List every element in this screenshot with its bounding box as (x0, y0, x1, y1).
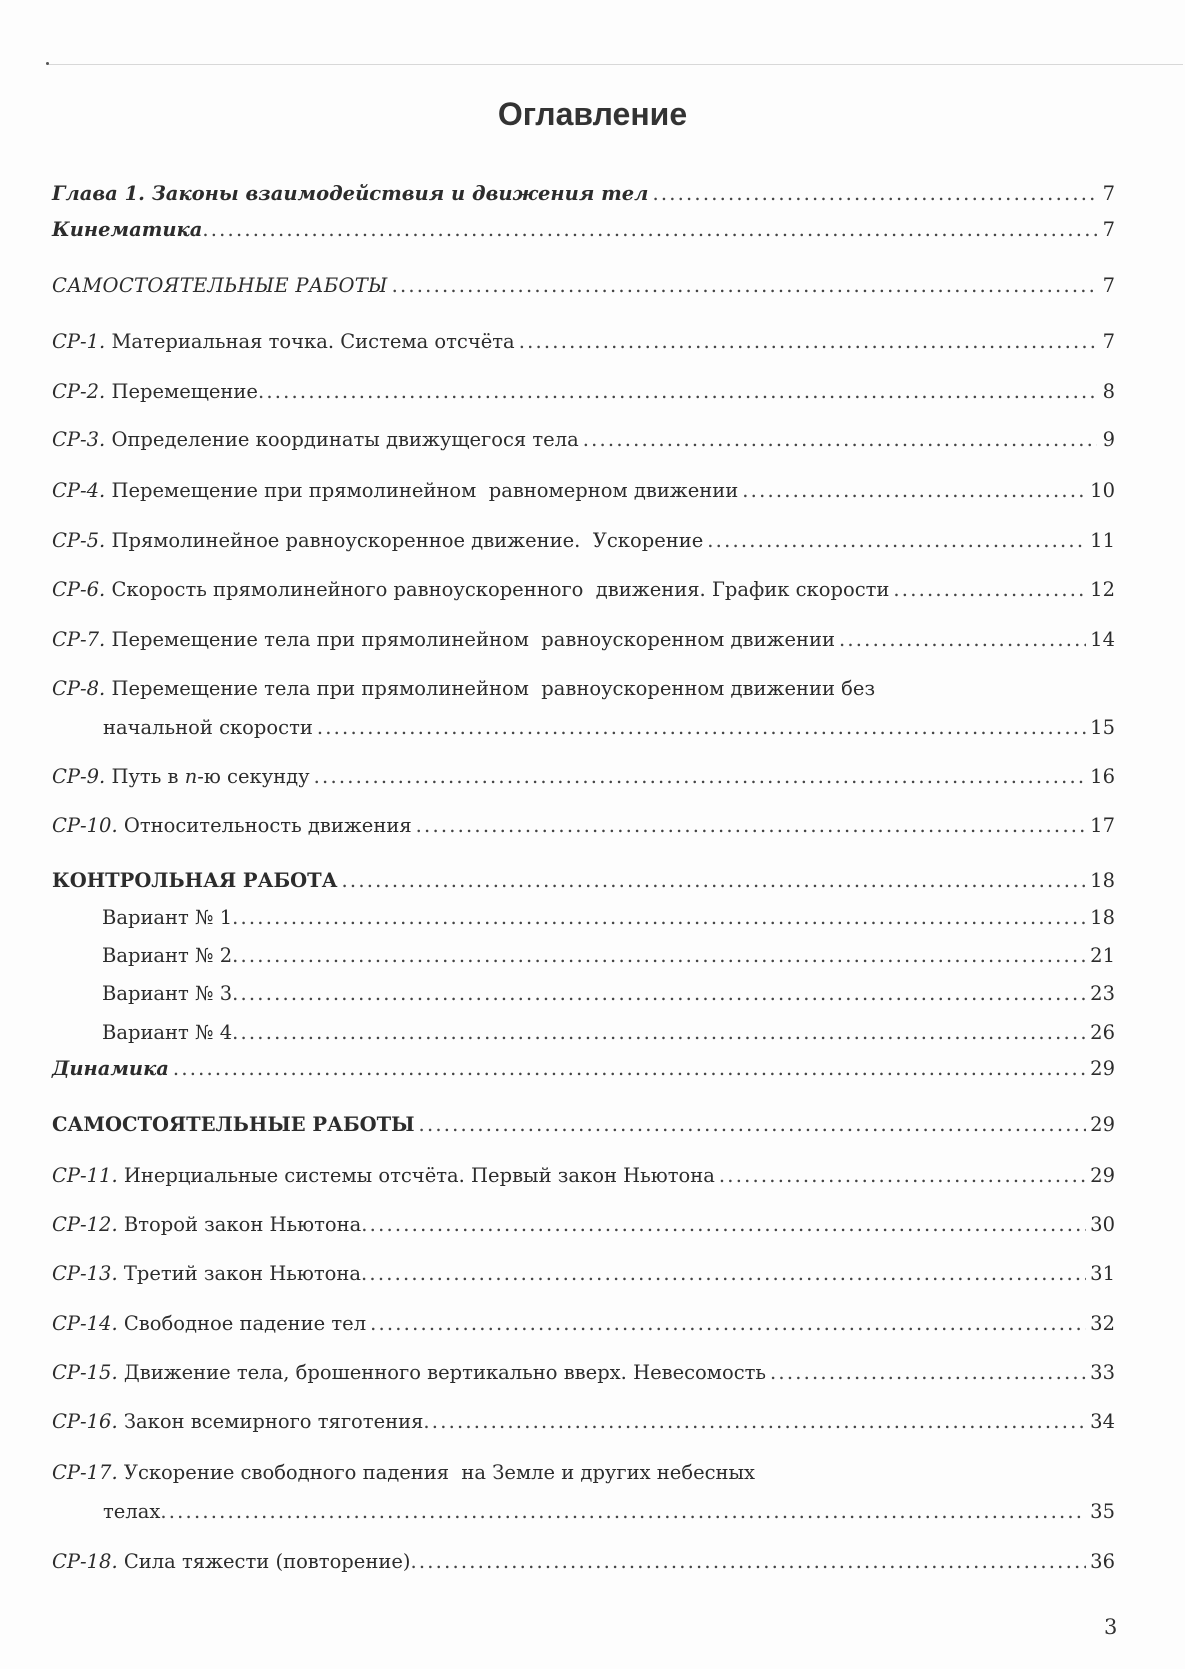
leader-dots (839, 626, 1086, 654)
toc-entry-sr15[interactable] (52, 1359, 1115, 1387)
toc-label: Вариант № 2 (102, 944, 233, 967)
leader-dots (583, 426, 1097, 454)
toc-page: 7 (1102, 182, 1115, 205)
leader-dots (202, 216, 1097, 244)
toc-label: Закон всемирного тяготения (123, 1410, 424, 1433)
toc-page: 29 (1090, 1164, 1115, 1187)
toc-label: Вариант № 1 (102, 906, 233, 929)
toc-entry-sr6[interactable] (52, 576, 1115, 604)
toc-page: 9 (1102, 428, 1115, 451)
leader-dots (361, 1260, 1086, 1288)
toc-page: 15 (1090, 716, 1115, 739)
toc-code: СР-6. (52, 578, 106, 601)
toc-entry-sr5[interactable] (52, 527, 1115, 555)
toc-label: Вариант № 3 (102, 982, 233, 1005)
toc-label: САМОСТОЯТЕЛЬНЫЕ РАБОТЫ (52, 274, 388, 297)
toc-page: 10 (1090, 479, 1115, 502)
toc-label: Движение тела, брошенного вертикально вверх. Невесомость (123, 1361, 767, 1384)
toc-label: Инерциальные системы отсчёта. Первый закон Ньютона (123, 1164, 715, 1187)
toc-entry-sr8-continued[interactable] (103, 714, 1115, 742)
toc-label: Материальная точка. Система отсчёта (111, 330, 515, 353)
toc-entry-sr9[interactable] (52, 763, 1115, 791)
toc-code: СР-9. (52, 765, 106, 788)
toc-code: СР-10. (52, 814, 118, 837)
toc-code: СР-15. (52, 1361, 118, 1384)
toc-code: СР-3. (52, 428, 106, 451)
toc-label-continued: начальной скорости (103, 716, 313, 739)
toc-code: СР-12. (52, 1213, 118, 1236)
toc-entry-variant-4[interactable] (102, 1019, 1115, 1047)
toc-entry-test[interactable] (52, 867, 1115, 895)
toc-code: СР-8. (52, 677, 106, 700)
toc-code: СР-7. (52, 628, 106, 651)
leader-dots (370, 1310, 1086, 1338)
toc-page: 36 (1090, 1550, 1115, 1573)
toc-entry-sr3[interactable] (52, 426, 1115, 454)
leader-dots (519, 328, 1097, 356)
toc-label: Динамика (52, 1057, 169, 1080)
leader-dots (416, 812, 1087, 840)
leader-dots (361, 1211, 1086, 1239)
leader-dots (232, 942, 1086, 970)
leader-dots (719, 1162, 1086, 1190)
toc-label: САМОСТОЯТЕЛЬНЫЕ РАБОТЫ (52, 1113, 415, 1136)
toc-entry-sr16[interactable] (52, 1408, 1115, 1436)
toc-page: 26 (1090, 1021, 1115, 1044)
leader-dots (232, 1019, 1086, 1047)
leader-dots (893, 576, 1086, 604)
toc-page: 29 (1090, 1057, 1115, 1080)
toc-page: 14 (1090, 628, 1115, 651)
toc-page: 35 (1090, 1500, 1115, 1523)
toc-page: 8 (1102, 380, 1115, 403)
leader-dots (160, 1498, 1086, 1526)
toc-page: 29 (1090, 1113, 1115, 1136)
toc-page: 33 (1090, 1361, 1115, 1384)
toc-code: СР-16. (52, 1410, 118, 1433)
toc-label: Вариант № 4 (102, 1021, 233, 1044)
toc-code: СР-14. (52, 1312, 118, 1335)
toc-label: Второй закон Ньютона (123, 1213, 362, 1236)
leader-dots (232, 980, 1086, 1008)
leader-dots (419, 1111, 1087, 1139)
toc-entry-sr2[interactable] (52, 378, 1115, 406)
page-number: 3 (1104, 1615, 1118, 1639)
leader-dots (410, 1548, 1086, 1576)
toc-entry-sr13[interactable] (52, 1260, 1115, 1288)
leader-dots (652, 180, 1097, 208)
header-rule (48, 64, 1183, 65)
toc-code: СР-13. (52, 1262, 118, 1285)
leader-dots (707, 527, 1086, 555)
toc-code: СР-18. (52, 1550, 118, 1573)
toc-entry-variant-2[interactable] (102, 942, 1115, 970)
toc-label-continued: телах (103, 1500, 161, 1523)
toc-entry-sr10[interactable] (52, 812, 1115, 840)
leader-dots (423, 1408, 1086, 1436)
leader-dots (232, 904, 1086, 932)
toc-page: 21 (1090, 944, 1115, 967)
toc-entry-independent-works-1[interactable] (52, 272, 1115, 300)
leader-dots (742, 477, 1086, 505)
rule-mark (46, 62, 49, 65)
toc-entry-sr7[interactable] (52, 626, 1115, 654)
toc-page: 32 (1090, 1312, 1115, 1335)
toc-page: 30 (1090, 1213, 1115, 1236)
toc-label: Глава 1. Законы взаимодействия и движения тел (52, 182, 649, 205)
toc-code: СР-11. (52, 1164, 118, 1187)
leader-dots (342, 867, 1087, 895)
toc-label: Кинематика (52, 218, 203, 241)
toc-entry-sr18[interactable] (52, 1548, 1115, 1576)
toc-page: 31 (1090, 1262, 1115, 1285)
toc-label: Свободное падение тел (123, 1312, 367, 1335)
toc-label: Перемещение тела при прямолинейном равноускоренном движении без (111, 677, 876, 700)
toc-label: Скорость прямолинейного равноускоренного движения. График скорости (111, 578, 890, 601)
leader-dots (314, 763, 1087, 791)
toc-entry-sr17[interactable] (52, 1459, 755, 1487)
toc-entry-sr1[interactable] (52, 328, 1115, 356)
leader-dots (392, 272, 1097, 300)
toc-page: 18 (1090, 906, 1115, 929)
leader-dots (258, 378, 1097, 406)
toc-page: 7 (1102, 330, 1115, 353)
toc-page: 18 (1090, 869, 1115, 892)
toc-label-pre: Путь в (111, 765, 185, 788)
toc-entry-dynamics[interactable] (52, 1055, 1115, 1083)
toc-page: 16 (1090, 765, 1115, 788)
toc-label: Ускорение свободного падения на Земле и других небесных (123, 1461, 756, 1484)
toc-page: 11 (1090, 529, 1115, 552)
toc-label: Прямолинейное равноускоренное движение. Ускорение (111, 529, 704, 552)
toc-label-post: -ю секунду (197, 765, 310, 788)
toc-entry-sr8[interactable] (52, 675, 875, 703)
toc-code: СР-1. (52, 330, 106, 353)
toc-label: КОНТРОЛЬНАЯ РАБОТА (52, 869, 338, 892)
toc-label: Перемещение (111, 380, 258, 403)
toc-code: СР-4. (52, 479, 106, 502)
toc-label: Сила тяжести (повторение) (123, 1550, 411, 1573)
toc-label: Перемещение тела при прямолинейном равноускоренном движении (111, 628, 835, 651)
toc-entry-independent-works-2[interactable] (52, 1111, 1115, 1139)
toc-code: СР-17. (52, 1461, 118, 1484)
leader-dots (173, 1055, 1086, 1083)
toc-page: 12 (1090, 578, 1115, 601)
toc-label: Относительность движения (123, 814, 412, 837)
toc-page: 7 (1102, 274, 1115, 297)
toc-entry-kinematics[interactable] (52, 216, 1115, 244)
toc-entry-sr17-continued[interactable] (103, 1498, 1115, 1526)
toc-entry-chapter1[interactable] (52, 180, 1115, 208)
toc-code: СР-2. (52, 380, 106, 403)
toc-entry-variant-3[interactable] (102, 980, 1115, 1008)
toc-entry-sr14[interactable] (52, 1310, 1115, 1338)
toc-code: СР-5. (52, 529, 106, 552)
toc-entry-sr12[interactable] (52, 1211, 1115, 1239)
toc-label: Третий закон Ньютона (123, 1262, 362, 1285)
toc-label: Определение координаты движущегося тела (111, 428, 579, 451)
toc-entry-sr4[interactable] (52, 477, 1115, 505)
toc-entry-variant-1[interactable] (102, 904, 1115, 932)
toc-label-variable: n (184, 765, 198, 788)
toc-entry-sr11[interactable] (52, 1162, 1115, 1190)
toc-label: Перемещение при прямолинейном равномерном движении (111, 479, 739, 502)
toc-page: 34 (1090, 1410, 1115, 1433)
page-title: Оглавление (497, 96, 688, 132)
toc-page: 7 (1102, 218, 1115, 241)
leader-dots (317, 714, 1086, 742)
leader-dots (770, 1359, 1086, 1387)
toc-page: 23 (1090, 982, 1115, 1005)
toc-page: 17 (1090, 814, 1115, 837)
